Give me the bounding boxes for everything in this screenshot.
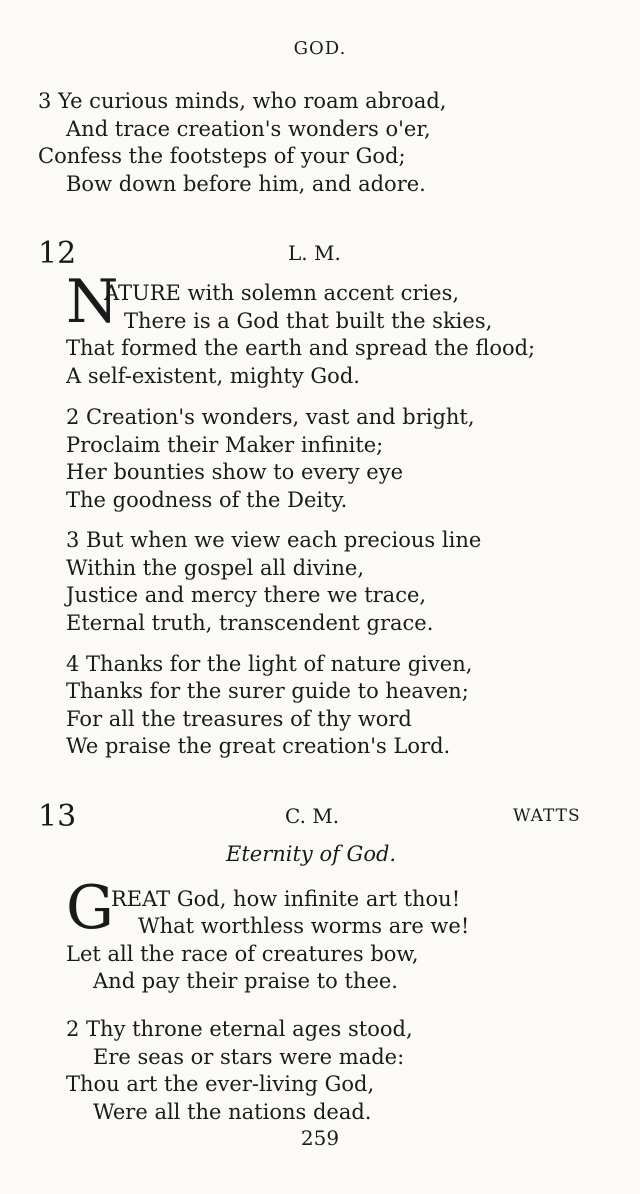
verse-line: Bow down before him, and adore. xyxy=(66,172,426,196)
hymn-meter: C. M. xyxy=(285,804,340,828)
verse-line: 3 Ye curious minds, who roam abroad, xyxy=(38,89,447,113)
verse-line: Eternal truth, transcendent grace. xyxy=(66,611,434,635)
verse-line: Justice and mercy there we trace, xyxy=(66,583,427,607)
verse-line: A self-existent, mighty God. xyxy=(66,364,360,388)
verse-line: Thanks for the surer guide to heaven; xyxy=(66,679,469,703)
page-number: 259 xyxy=(300,1126,340,1150)
verse-line: 2 Thy throne eternal ages stood, xyxy=(66,1017,413,1041)
verse-line: Her bounties show to every eye xyxy=(66,460,403,484)
verse-line: Thou art the ever-living God, xyxy=(66,1072,375,1096)
hymn-author: WATTS xyxy=(513,806,581,826)
hymn-number: 12 xyxy=(38,236,77,271)
verse-line: That formed the earth and spread the flood; xyxy=(66,336,536,360)
verse-line: 2 Creation's wonders, vast and bright, xyxy=(66,405,475,429)
verse-line: Within the gospel all divine, xyxy=(66,556,364,580)
verse-line: Were all the nations dead. xyxy=(93,1100,372,1124)
verse-line: ATURE with solemn accent cries, xyxy=(104,281,460,305)
verse-line: Confess the footsteps of your God; xyxy=(38,144,406,168)
verse-line: What worthless worms are we! xyxy=(138,914,470,938)
drop-cap: G xyxy=(66,873,114,943)
verse-line: Proclaim their Maker infinite; xyxy=(66,433,384,457)
hymn-number: 13 xyxy=(38,799,77,834)
verse-line: 4 Thanks for the light of nature given, xyxy=(66,652,473,676)
verse-line: Let all the race of creatures bow, xyxy=(66,942,419,966)
verse-line: Ere seas or stars were made: xyxy=(93,1045,405,1069)
drop-cap: N xyxy=(66,267,119,337)
verse-line: And trace creation's wonders o'er, xyxy=(66,117,431,141)
verse-line: REAT God, how infinite art thou! xyxy=(111,887,461,911)
verse-line: 3 But when we view each precious line xyxy=(66,528,482,552)
hymn-meter: L. M. xyxy=(288,241,341,265)
verse-line: And pay their praise to thee. xyxy=(93,969,398,993)
verse-line: The goodness of the Deity. xyxy=(66,488,348,512)
running-header: GOD. xyxy=(293,38,347,59)
verse-line: We praise the great creation's Lord. xyxy=(66,734,451,758)
verse-line: There is a God that built the skies, xyxy=(124,309,493,333)
verse-line: For all the treasures of thy word xyxy=(66,707,412,731)
hymn-subtitle: Eternity of God. xyxy=(226,842,397,866)
